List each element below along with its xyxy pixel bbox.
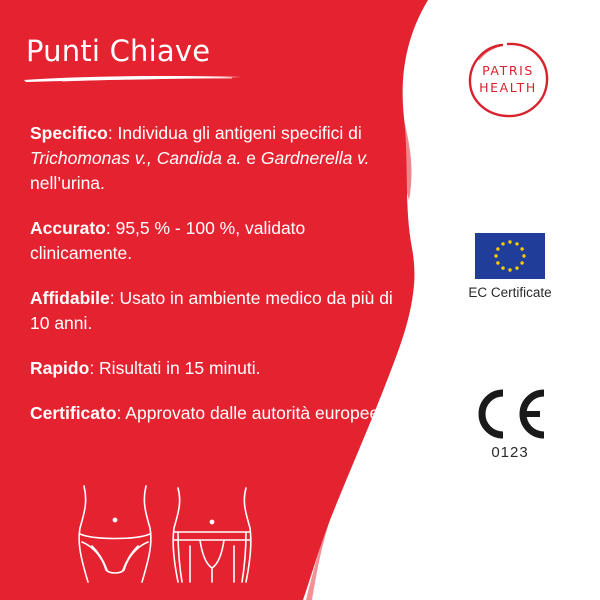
- male-pelvis-icon: [173, 488, 251, 582]
- ce-mark-icon: [472, 385, 548, 443]
- brush-underline-icon: [22, 72, 244, 84]
- point-text: : Risultati in 15 minuti.: [89, 358, 261, 378]
- point-label: Rapido: [30, 358, 90, 378]
- logo-line-1: PATRIS: [482, 63, 534, 78]
- logo-line-2: HEALTH: [479, 80, 537, 95]
- point-label: Accurato: [30, 218, 106, 238]
- key-point-certificato: [30, 401, 400, 426]
- notified-body-number: 0123: [491, 444, 529, 461]
- key-points-list: [30, 121, 400, 446]
- point-label: Affidabile: [30, 288, 110, 308]
- ec-certificate-label: EC Certificate: [468, 285, 552, 300]
- point-text: : Usato in ambiente medico da più di 10 anni.: [30, 288, 393, 333]
- female-pelvis-icon: [79, 486, 151, 582]
- key-point-specifico: Specifico: Individua gli antigeni specifici di Trichomonas v., Candida a. e Gardnerella v. nell’urina.: [30, 123, 370, 193]
- point-label: Specifico: [30, 123, 108, 143]
- point-text: : Approvato dalle autorità europee.: [116, 403, 385, 423]
- key-point-accurato: [30, 216, 400, 266]
- key-point-affidabile: [30, 286, 400, 336]
- anatomy-illustration: [74, 484, 254, 584]
- point-label: Certificato: [30, 403, 117, 423]
- panel-title: Punti Chiave: [26, 34, 211, 68]
- point-text: : 95,5 % - 100 %, validato clinicamente.: [30, 218, 306, 263]
- eu-flag-icon: [475, 233, 545, 279]
- patris-health-logo: [462, 38, 554, 122]
- key-point-rapido: [30, 356, 400, 381]
